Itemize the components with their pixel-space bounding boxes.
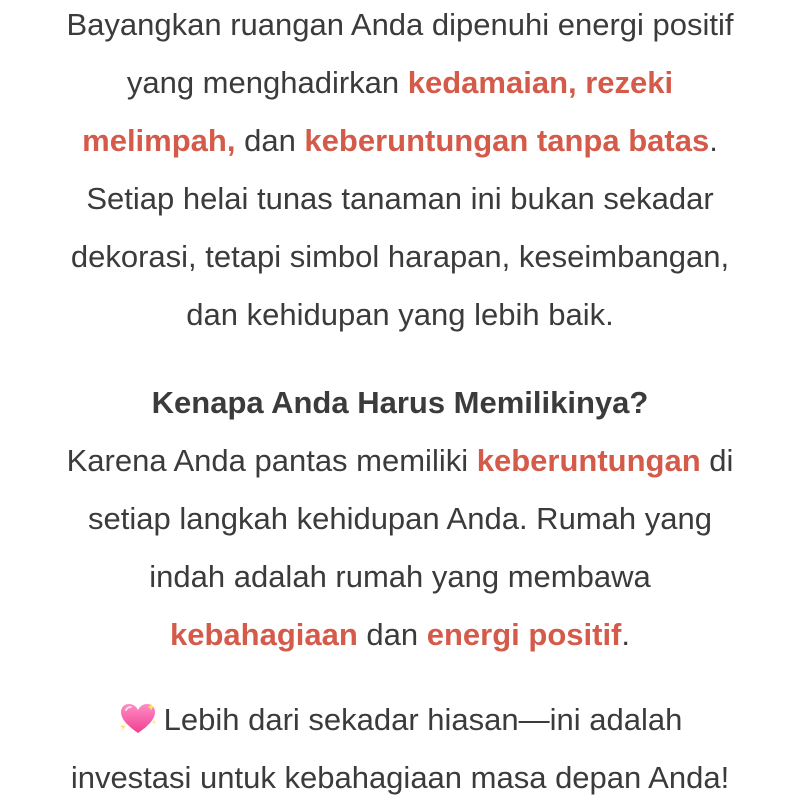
- reason-line-1-text: Karena Anda pantas memiliki: [66, 443, 477, 478]
- sparkling-heart-icon: [118, 702, 158, 736]
- intro-line-6: dan kehidupan yang lebih baik.: [186, 297, 614, 332]
- reason-paragraph: [0, 374, 800, 664]
- highlight-keberuntungan-tanpa-batas: keberuntungan tanpa batas: [304, 123, 710, 158]
- highlight-kedamaian: kedamaian, rezeki: [407, 65, 674, 100]
- reason-line-2: setiap langkah kehidupan Anda. Rumah yang: [88, 501, 712, 536]
- intro-line-2-text: yang menghadirkan: [126, 65, 408, 100]
- closing-line-1: [0, 691, 800, 749]
- closing-paragraph: [0, 691, 800, 807]
- reason-line-1: [0, 432, 800, 490]
- intro-line-5: dekorasi, tetapi simbol harapan, keseimbangan,: [70, 239, 730, 274]
- reason-heading: Kenapa Anda Harus Memilikinya?: [151, 385, 649, 420]
- intro-line-2: [0, 54, 800, 112]
- reason-line-4-text: dan: [357, 617, 427, 652]
- intro-paragraph: [0, 0, 800, 344]
- highlight-melimpah: melimpah,: [82, 123, 236, 158]
- closing-line-2: investasi untuk kebahagiaan masa depan Anda!: [70, 760, 730, 795]
- reason-line-1-post: di: [700, 443, 734, 478]
- reason-line-3: indah adalah rumah yang membawa: [149, 559, 651, 594]
- reason-line-4-period: .: [621, 617, 631, 652]
- highlight-kebahagiaan: kebahagiaan: [169, 617, 358, 652]
- intro-line-3-text: dan: [235, 123, 305, 158]
- reason-line-4: [0, 606, 800, 664]
- intro-line-3-period: .: [709, 123, 718, 158]
- intro-line-3: [0, 112, 800, 170]
- highlight-energi-positif: energi positif: [426, 617, 622, 652]
- closing-line-1-text: Lebih dari sekadar hiasan—ini adalah: [163, 702, 683, 737]
- highlight-keberuntungan: keberuntungan: [476, 443, 701, 478]
- intro-line-4: Setiap helai tunas tanaman ini bukan sekadar: [86, 181, 714, 216]
- intro-line-1: Bayangkan ruangan Anda dipenuhi energi positif: [66, 7, 734, 42]
